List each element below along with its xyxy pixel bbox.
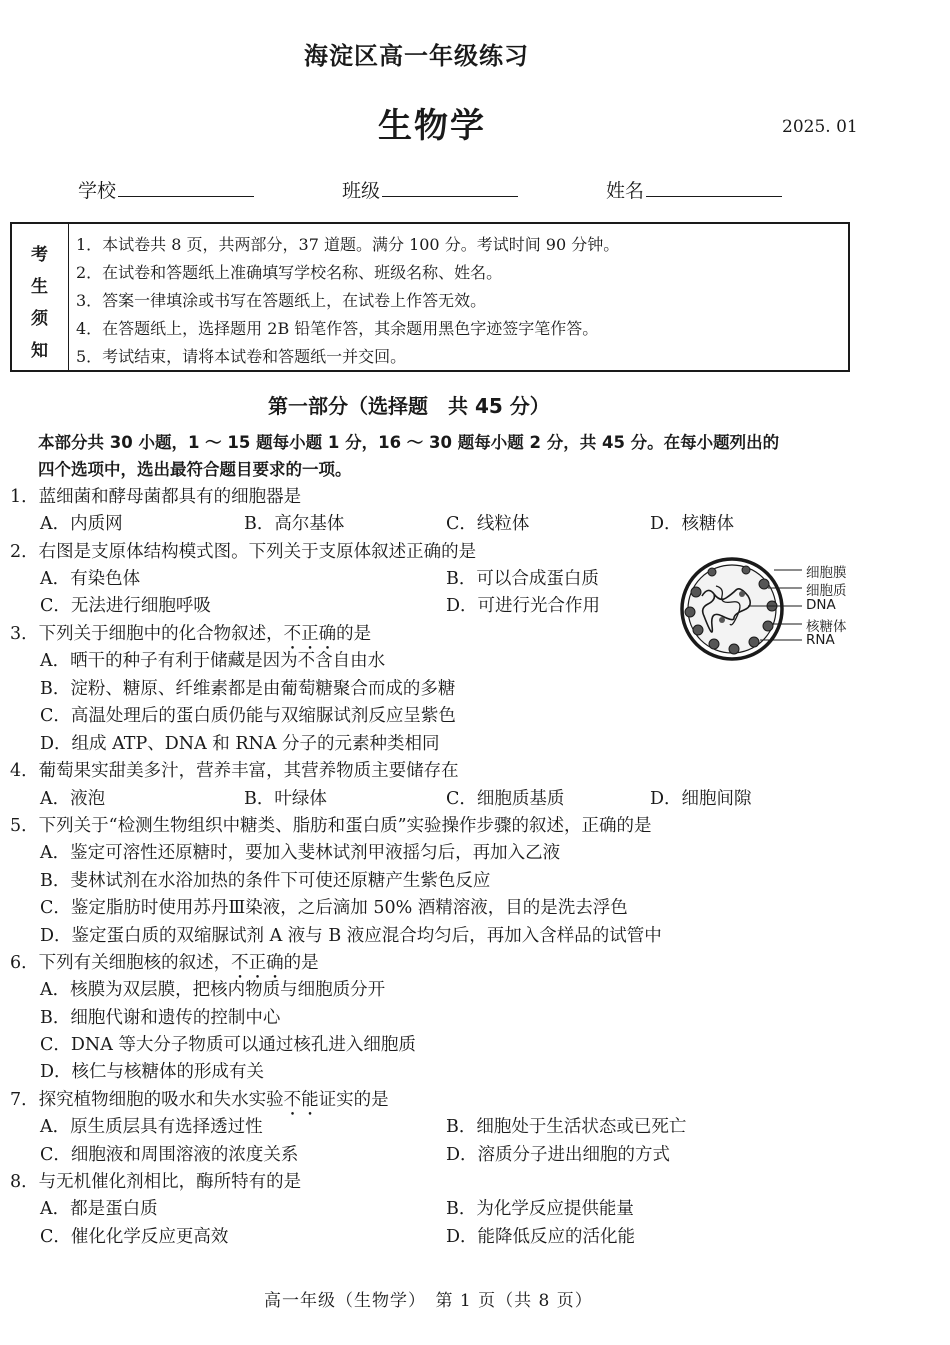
figure-label-ribosome: 核糖体 xyxy=(806,619,847,635)
q1-option-c[interactable]: C．线粒体 xyxy=(446,514,530,534)
question-7-stem-post: 证实的是 xyxy=(318,1090,389,1110)
q5-option-a[interactable]: A．鉴定可溶性还原糖时，要加入斐林试剂甲液摇匀后，再加入乙液 xyxy=(40,843,561,863)
ribosome-shape xyxy=(749,637,759,647)
question-3-stem-emphasis: 不正确 xyxy=(283,624,337,644)
ribosome-shape xyxy=(729,644,739,654)
notice-item: 5．考试结束，请将本试卷和答题纸一并交回。 xyxy=(76,347,407,366)
exam-date: 2025. 01 xyxy=(782,117,858,137)
notice-item: 4．在答题纸上，选择题用 2B 铅笔作答，其余题用黑色字迹签字笔作答。 xyxy=(76,319,599,338)
q4-option-a[interactable]: A．液泡 xyxy=(40,789,106,809)
q8-option-a[interactable]: A．都是蛋白质 xyxy=(40,1199,158,1219)
notice-label xyxy=(12,224,69,370)
part1-instruction-line1: 本部分共 30 小题，1 ～ 15 题每小题 1 分，16 ～ 30 题每小题 2 分，共 45 分。在每小题列出的 xyxy=(38,433,780,452)
q7-option-a[interactable]: A．原生质层具有选择透过性 xyxy=(40,1117,263,1137)
class-field[interactable] xyxy=(342,176,518,203)
q6-option-d[interactable]: D．核仁与核糖体的形成有关 xyxy=(40,1062,265,1082)
q3-option-c[interactable]: C．高温处理后的蛋白质仍能与双缩脲试剂反应呈紫色 xyxy=(40,706,456,726)
exam-notice-box xyxy=(10,222,850,372)
ribosome-shape xyxy=(685,607,695,617)
ribosome-shape xyxy=(693,625,703,635)
ribosome-shape xyxy=(691,587,701,597)
name-label: 姓名 xyxy=(606,180,645,202)
question-6-stem-post: 的是 xyxy=(283,953,319,973)
q6-option-b[interactable]: B．细胞代谢和遗传的控制中心 xyxy=(40,1008,281,1028)
subject-title: 生物学 xyxy=(378,106,486,146)
figure-label-cell-membrane: 细胞膜 xyxy=(806,565,847,581)
ribosome-shape xyxy=(759,579,769,589)
question-3-stem-post: 的是 xyxy=(336,624,372,644)
part1-title: 第一部分（选择题 共 45 分） xyxy=(268,394,550,418)
q3-option-b[interactable]: B．淀粉、糖原、纤维素都是由葡萄糖聚合而成的多糖 xyxy=(40,679,456,699)
q4-option-c[interactable]: C．细胞质基质 xyxy=(446,789,565,809)
question-3-stem-pre: 3．下列关于细胞中的化合物叙述， xyxy=(10,624,284,644)
notice-item: 3．答案一律填涂或书写在答题纸上，在试卷上作答无效。 xyxy=(76,291,487,310)
name-field[interactable] xyxy=(606,176,782,203)
school-label: 学校 xyxy=(78,180,117,202)
question-1-stem: 1．蓝细菌和酵母菌都具有的细胞器是 xyxy=(10,487,302,507)
q8-option-b[interactable]: B．为化学反应提供能量 xyxy=(446,1199,634,1219)
notice-label-char: 考 xyxy=(31,245,48,265)
class-blank[interactable] xyxy=(382,178,518,197)
q2-option-b[interactable]: B．可以合成蛋白质 xyxy=(446,569,599,589)
question-7-stem-emphasis: 不能 xyxy=(283,1090,319,1110)
q7-option-d[interactable]: D．溶质分子进出细胞的方式 xyxy=(446,1145,671,1165)
page-footer: 高一年级（生物学） 第 1 页（共 8 页） xyxy=(264,1291,593,1311)
q3-option-d[interactable]: D．组成 ATP、DNA 和 RNA 分子的元素种类相同 xyxy=(40,734,440,754)
q5-option-b[interactable]: B．斐林试剂在水浴加热的条件下可使还原糖产生紫色反应 xyxy=(40,871,491,891)
question-6-stem-pre: 6．下列有关细胞核的叙述， xyxy=(10,953,232,973)
q5-option-d[interactable]: D．鉴定蛋白质的双缩脲试剂 A 液与 B 液应混合均匀后，再加入含样品的试管中 xyxy=(40,926,662,946)
q2-option-c[interactable]: C．无法进行细胞呼吸 xyxy=(40,596,211,616)
q4-option-d[interactable]: D．细胞间隙 xyxy=(650,789,752,809)
name-blank[interactable] xyxy=(646,178,782,197)
q1-option-a[interactable]: A．内质网 xyxy=(40,514,123,534)
q1-option-d[interactable]: D．核糖体 xyxy=(650,514,735,534)
question-6-stem-emphasis: 不正确 xyxy=(231,953,284,973)
question-2-stem: 2．右图是支原体结构模式图。下列关于支原体叙述正确的是 xyxy=(10,542,477,562)
part1-instruction-line2: 四个选项中，选出最符合题目要求的一项。 xyxy=(38,460,352,479)
q6-option-c[interactable]: C．DNA 等大分子物质可以通过核孔进入细胞质 xyxy=(40,1035,416,1055)
question-4-stem: 4．葡萄果实甜美多汁，营养丰富，其营养物质主要储存在 xyxy=(10,761,459,781)
ribosome-shape xyxy=(708,568,716,576)
ribosome-shape xyxy=(719,617,725,623)
q6-option-a[interactable]: A．核膜为双层膜，把核内物质与细胞质分开 xyxy=(40,980,386,1000)
q3-option-a[interactable]: A．晒干的种子有利于储藏是因为不含自由水 xyxy=(40,651,386,671)
school-blank[interactable] xyxy=(118,178,254,197)
region-title: 海淀区高一年级练习 xyxy=(304,41,529,70)
ribosome-shape xyxy=(763,621,773,631)
q1-option-b[interactable]: B．高尔基体 xyxy=(244,514,345,534)
q2-option-d[interactable]: D．可进行光合作用 xyxy=(446,596,601,616)
notice-label-char: 生 xyxy=(31,277,48,297)
figure-label-rna: RNA xyxy=(806,632,835,648)
q2-option-a[interactable]: A．有染色体 xyxy=(40,569,141,589)
notice-item: 2．在试卷和答题纸上准确填写学校名称、班级名称、姓名。 xyxy=(76,263,503,282)
q7-option-b[interactable]: B．细胞处于生活状态或已死亡 xyxy=(446,1117,687,1137)
ribosome-shape xyxy=(742,566,750,574)
ribosome-shape xyxy=(709,639,719,649)
figure-label-cytoplasm: 细胞质 xyxy=(806,583,847,599)
figure-label-dna: DNA xyxy=(806,597,836,613)
notice-label-char: 知 xyxy=(31,341,48,361)
question-5-stem: 5．下列关于“检测生物组织中糖类、脂肪和蛋白质”实验操作步骤的叙述，正确的是 xyxy=(10,816,652,836)
school-field[interactable] xyxy=(78,176,254,203)
q5-option-c[interactable]: C．鉴定脂肪时使用苏丹Ⅲ染液，之后滴加 50% 酒精溶液，目的是洗去浮色 xyxy=(40,898,628,918)
question-7-stem-pre: 7．探究植物细胞的吸水和失水实验 xyxy=(10,1090,284,1110)
class-label: 班级 xyxy=(342,180,381,202)
q8-option-c[interactable]: C．催化化学反应更高效 xyxy=(40,1227,229,1247)
notice-label-char: 须 xyxy=(31,309,48,329)
notice-item: 1．本试卷共 8 页，共两部分，37 道题。满分 100 分。考试时间 90 分钟。 xyxy=(76,235,620,254)
q4-option-b[interactable]: B．叶绿体 xyxy=(244,789,327,809)
question-8-stem: 8．与无机催化剂相比，酶所特有的是 xyxy=(10,1172,302,1192)
q8-option-d[interactable]: D．能降低反应的活化能 xyxy=(446,1227,636,1247)
q7-option-c[interactable]: C．细胞液和周围溶液的浓度关系 xyxy=(40,1145,299,1165)
ribosome-shape xyxy=(739,591,745,597)
